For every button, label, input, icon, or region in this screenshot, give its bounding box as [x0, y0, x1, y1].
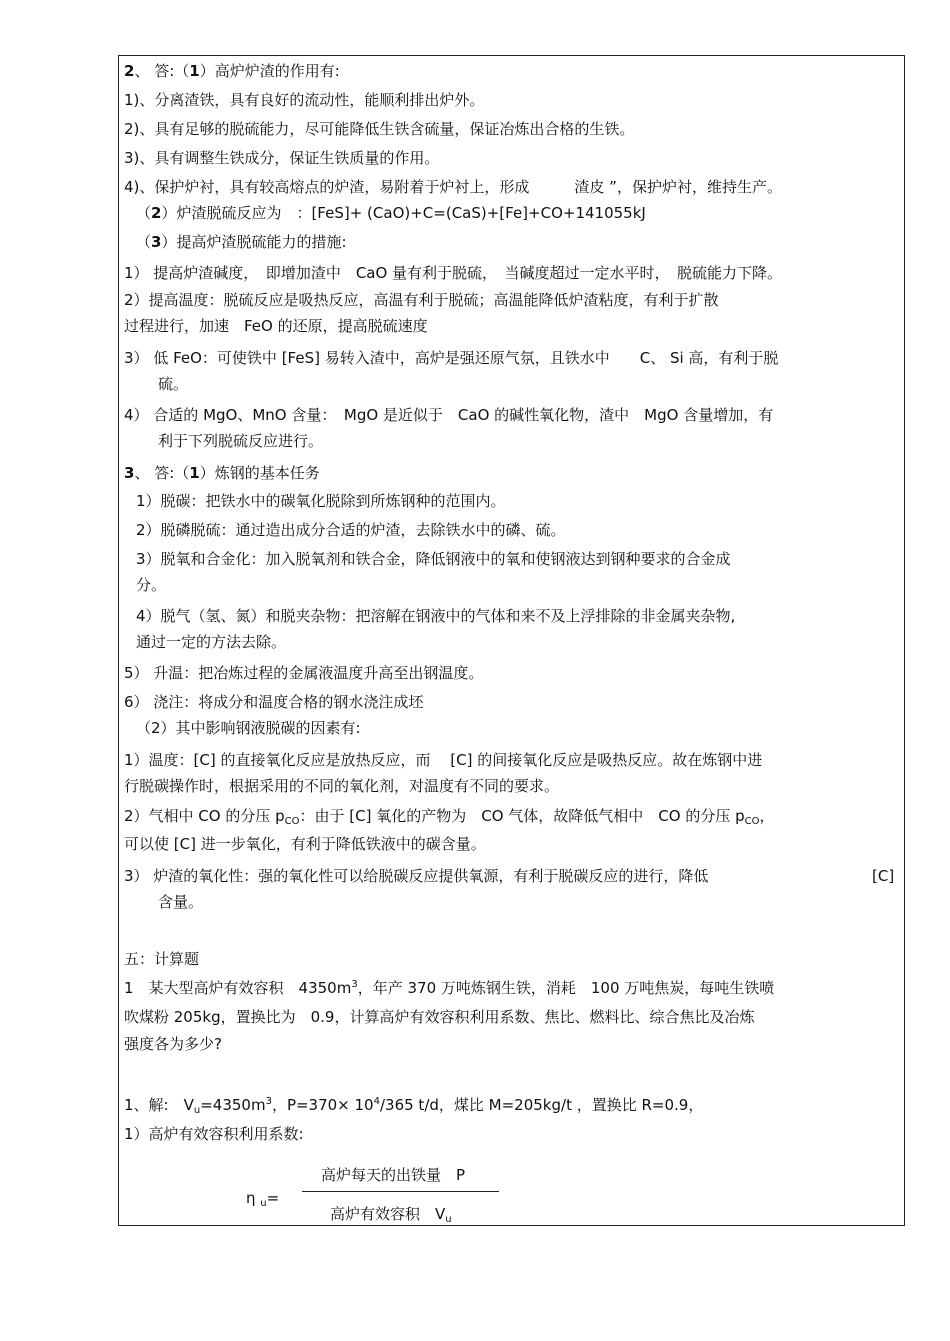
q3-task-2: 2）脱磷脱硫：通过造出成分合适的炉渣，去除铁水中的磷、硫。	[136, 521, 566, 539]
q2-item-1: 1)、分离渣铁，具有良好的流动性，能顺利排出炉外。	[124, 91, 485, 109]
q3-task-3a: 3）脱氧和合金化：加入脱氧剂和铁合金，降低钢液中的氧和使钢液达到钢种要求的合金成	[136, 550, 731, 568]
q3-task-6: 6） 浇注：将成分和温度合格的钢水浇注成坯	[124, 693, 424, 711]
q3-factor-3a-end: [C]	[872, 867, 895, 885]
q3-factor-2a: 2）气相中 CO 的分压 $p_{CO}$：由于 [C] 氧化的产物为 CO 气体，故降低气相中 CO 的分压 $p_{CO}$，	[124, 807, 775, 827]
calc-solution-item-1: 1）高炉有效容积利用系数:	[124, 1125, 304, 1143]
q3-factor-1a: 1）温度：[C] 的直接氧化反应是放热反应，而 [C] 的间接氧化反应是吸热反应。故在炼钢中进	[124, 751, 763, 769]
fraction-bar	[302, 1191, 499, 1192]
calc-section-title: 五：计算题	[124, 950, 200, 968]
formula-numerator: 高炉每天的出铁量 P	[321, 1166, 466, 1184]
calc-question-line-3: 强度各为多少?	[124, 1035, 222, 1053]
q3-task-4a: 4）脱气（氢、氮）和脱夹杂物：把溶解在钢液中的气体和来不及上浮排除的非金属夹杂物,	[136, 607, 736, 625]
formula-denominator: 高炉有效容积 $V_u$	[330, 1205, 452, 1225]
q3-factor-1b: 行脱碳操作时，根据采用的不同的氧化剂，对温度有不同的要求。	[124, 777, 560, 795]
q3-factor-3b: 含量。	[158, 893, 204, 911]
q2-item-2: 2)、具有足够的脱硫能力，尽可能降低生铁含硫量，保证冶炼出合格的生铁。	[124, 120, 635, 138]
q3-heading: 3、 答:（1）炼钢的基本任务	[124, 464, 320, 482]
q2-heading: 2、 答:（1）高炉炉渣的作用有:	[124, 62, 340, 80]
q2-measure-1: 1） 提高炉渣碱度， 即增加渣中 CaO 量有利于脱硫， 当碱度超过一定水平时， 脱硫能力下降。	[124, 264, 783, 282]
q2-measure-4a: 4） 合适的 MgO、MnO 含量： MgO 是近似于 CaO 的碱性氧化物，渣中 MgO 含量增加，有	[124, 406, 774, 424]
q2-part-3: （3）提高炉渣脱硫能力的措施:	[136, 233, 347, 251]
q2-measure-3a: 3） 低 FeO：可使铁中 [FeS] 易转入渣中，高炉是强还原气氛，且铁水中 C、 Si 高，有利于脱	[124, 349, 779, 367]
q2-item-4: 4)、保护炉衬，具有较高熔点的炉渣，易附着于炉衬上，形成 渣皮 ”，保护炉衬，维持生产。	[124, 178, 782, 196]
q3-task-1: 1）脱碳：把铁水中的碳氧化脱除到所炼钢种的范围内。	[136, 492, 506, 510]
calc-solution-given: 1、解: $V_u=4350m^3$，$P=370\times 10^4/365$ t/d，煤比 M=205kg/t ，置换比 R=0.9，	[124, 1096, 704, 1116]
q2-measure-2a: 2）提高温度：脱硫反应是吸热反应，高温有利于脱硫；高温能降低炉渣粘度，有利于扩散	[124, 291, 719, 309]
q3-task-5: 5） 升温：把冶炼过程的金属液温度升高至出钢温度。	[124, 664, 484, 682]
q2-measure-2b: 过程进行，加速 FeO 的还原，提高脱硫速度	[124, 317, 428, 335]
q2-part-2: （2）炉渣脱硫反应为 ：[FeS]+ (CaO)+C=(CaS)+[Fe]+CO+141055kJ	[136, 204, 646, 222]
q2-measure-3b: 硫。	[158, 375, 189, 393]
q3-part-2: （2）其中影响钢液脱碳的因素有:	[136, 719, 361, 737]
formula-eta: η $_u$=	[246, 1189, 280, 1209]
q3-task-3b: 分。	[136, 576, 167, 594]
calc-question-line-2: 吹煤粉 205kg，置换比为 0.9，计算高炉有效容积利用系数、焦比、燃料比、综合焦比及冶炼	[124, 1008, 755, 1026]
q3-factor-3a: 3） 炉渣的氧化性：强的氧化性可以给脱碳反应提供氧源，有利于脱碳反应的进行，降低	[124, 867, 709, 885]
q3-factor-2b: 可以使 [C] 进一步氧化，有利于降低铁液中的碳含量。	[124, 835, 486, 853]
q2-measure-4b: 利于下列脱硫反应进行。	[158, 432, 324, 450]
q2-item-3: 3)、具有调整生铁成分，保证生铁质量的作用。	[124, 149, 440, 167]
q3-task-4b: 通过一定的方法去除。	[136, 633, 287, 651]
calc-question-line-1: 1 某大型高炉有效容积 $4350m^3$，年产 370 万吨炼钢生铁，消耗 100 万吨焦炭，每吨生铁喷	[124, 979, 775, 997]
